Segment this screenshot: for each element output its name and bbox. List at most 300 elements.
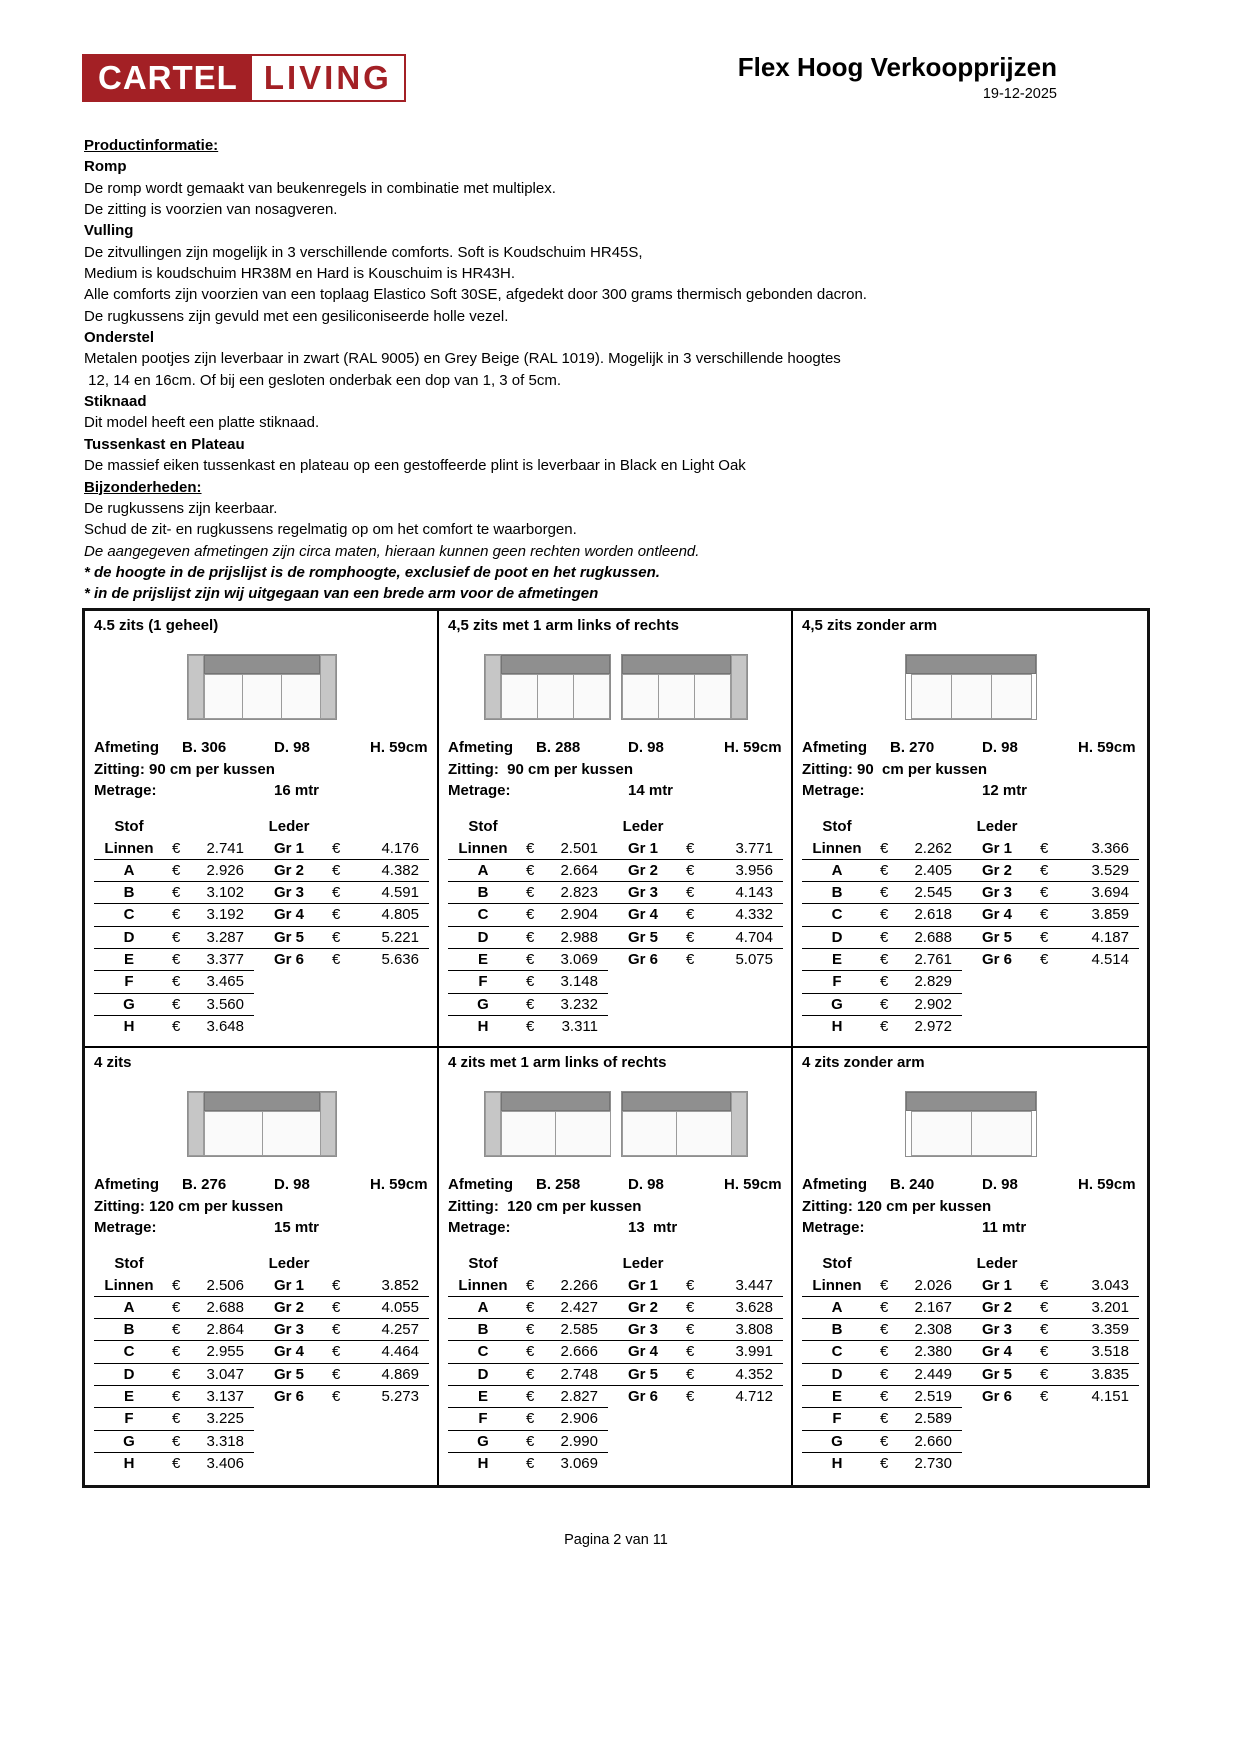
stof-label: F: [832, 1410, 842, 1428]
stof-cells: [802, 927, 962, 948]
stof-cells: [448, 1386, 608, 1408]
stof-label: Linnen: [458, 1276, 508, 1294]
sofa-cushion: [204, 1111, 263, 1156]
breedte-value: B. 258: [536, 1176, 581, 1193]
stof-cells: [448, 860, 608, 881]
price-row: [94, 1297, 429, 1319]
sofa-arm: [188, 1092, 204, 1156]
stof-label: B: [831, 884, 843, 902]
euro-sign: €: [526, 1432, 535, 1450]
euro-sign: €: [172, 973, 181, 991]
stof-cells: [802, 1341, 962, 1362]
stof-price: 3.047: [206, 1365, 244, 1383]
leder-cells: [254, 1341, 429, 1362]
leder-group-label: Gr 1: [273, 1276, 304, 1294]
euro-sign: €: [880, 995, 889, 1013]
price-row: [802, 994, 1139, 1016]
price-row: [802, 1431, 1139, 1453]
leder-group-label: Gr 3: [981, 884, 1012, 902]
leder-price: 3.859: [1091, 906, 1129, 924]
stof-cells: [802, 1275, 962, 1296]
leder-group-label: Gr 6: [981, 950, 1012, 968]
stof-price: 2.585: [560, 1321, 598, 1339]
leder-group-label: Gr 6: [273, 950, 304, 968]
euro-sign: €: [1040, 950, 1049, 968]
euro-sign: €: [880, 1410, 889, 1428]
leder-cells: [608, 1408, 783, 1430]
leder-cells: [962, 1408, 1139, 1430]
price-row: [94, 1275, 429, 1297]
info-line: * de hoogte in de prijslijst is de romphoogte, exclusief de poot en het rugkussen.: [84, 563, 660, 581]
stof-label: D: [831, 928, 843, 946]
sofa-cushion: [971, 1111, 1032, 1156]
leder-price: 3.043: [1091, 1276, 1129, 1294]
info-line: De rugkussens zijn keerbaar.: [84, 499, 278, 517]
panel-title: 4,5 zits zonder arm: [802, 617, 938, 634]
leder-cells: [962, 1297, 1139, 1318]
diepte-value: D. 98: [274, 739, 310, 756]
leder-price: 3.366: [1091, 839, 1129, 857]
leder-group-label: Gr 3: [627, 1321, 658, 1339]
euro-sign: €: [526, 1365, 535, 1383]
stof-price: 2.741: [206, 839, 244, 857]
leder-group-label: Gr 4: [627, 1343, 658, 1361]
price-row: [802, 904, 1139, 926]
leder-cells: [608, 1016, 783, 1038]
euro-sign: €: [332, 861, 341, 879]
stof-cells: [94, 838, 254, 859]
price-row: [94, 882, 429, 904]
leder-price: 3.529: [1091, 861, 1129, 879]
stof-price: 2.266: [560, 1276, 598, 1294]
leder-group-label: Gr 1: [273, 839, 304, 857]
euro-sign: €: [880, 1365, 889, 1383]
sofa-cushions: [622, 1111, 731, 1156]
leder-price: 4.712: [735, 1387, 773, 1405]
leder-price: 5.273: [381, 1387, 419, 1405]
euro-sign: €: [880, 839, 889, 857]
euro-sign: €: [686, 906, 695, 924]
stof-label: C: [477, 906, 489, 924]
sofa-diagram: [187, 1091, 337, 1157]
leder-group-label: Gr 1: [981, 1276, 1012, 1294]
leder-cells: [962, 1386, 1139, 1408]
hoogte-value: H. 59cm: [370, 739, 428, 756]
price-row: [802, 949, 1139, 971]
leder-cells: [962, 1319, 1139, 1340]
panel-title: 4 zits: [94, 1054, 132, 1071]
price-row: [802, 838, 1139, 860]
stof-cells: [448, 1364, 608, 1385]
stof-label: A: [123, 861, 135, 879]
stof-label: H: [477, 1454, 489, 1472]
stof-label: F: [478, 973, 488, 991]
euro-sign: €: [880, 1454, 889, 1472]
sofa-back: [906, 655, 1036, 674]
stof-price: 2.829: [914, 973, 952, 991]
price-row: [448, 927, 783, 949]
euro-sign: €: [1040, 839, 1049, 857]
leder-cells: [608, 1319, 783, 1340]
euro-sign: €: [332, 928, 341, 946]
stof-price: 3.318: [206, 1432, 244, 1450]
stof-label: H: [831, 1454, 843, 1472]
price-row: [448, 994, 783, 1016]
euro-sign: €: [880, 1276, 889, 1294]
sofa-cushion: [281, 674, 321, 719]
leder-group-label: Gr 3: [273, 1321, 304, 1339]
stof-cells: [802, 904, 962, 925]
page-title: Flex Hoog Verkoopprijzen: [737, 52, 1057, 82]
euro-sign: €: [172, 1410, 181, 1428]
stof-label: F: [478, 1410, 488, 1428]
table-header-row: [448, 816, 783, 838]
stof-cells: [94, 927, 254, 948]
stof-cells: [802, 882, 962, 903]
info-line: Medium is koudschuim HR38M en Hard is Kouschuim is HR43H.: [84, 265, 515, 283]
header-spacer: [872, 1253, 962, 1275]
page-date: 19-12-2025: [982, 86, 1057, 102]
price-row: [94, 860, 429, 882]
euro-sign: €: [332, 950, 341, 968]
stof-price: 2.660: [914, 1432, 952, 1450]
stof-cells: [448, 1341, 608, 1362]
euro-sign: €: [880, 861, 889, 879]
price-row: [94, 1431, 429, 1453]
stof-label: G: [477, 995, 489, 1013]
leder-group-label: Gr 4: [981, 906, 1012, 924]
info-line: Alle comforts zijn voorzien van een toplaag Elastico Soft 30SE, afgedekt door 300 grams thermisch gebonden dacron.: [84, 286, 867, 304]
euro-sign: €: [526, 1454, 535, 1472]
leder-group-label: Gr 2: [273, 1298, 304, 1316]
stof-cells: [94, 1408, 254, 1430]
leder-group-label: Gr 2: [981, 861, 1012, 879]
breedte-value: B. 306: [182, 739, 227, 756]
stof-label: G: [477, 1432, 489, 1450]
stof-price: 2.449: [914, 1365, 952, 1383]
leder-price: 4.187: [1091, 928, 1129, 946]
sofa-body: [906, 655, 1036, 719]
leder-price: 4.869: [381, 1365, 419, 1383]
stof-cells: [94, 1386, 254, 1408]
info-line: 12, 14 en 16cm. Of bij een gesloten onderbak een dop van 1, 3 of 5cm.: [84, 371, 561, 389]
leder-price: 3.628: [735, 1298, 773, 1316]
price-row: [802, 860, 1139, 882]
price-grid: [82, 608, 1150, 1488]
breedte-value: B. 288: [536, 739, 581, 756]
price-row: [802, 1408, 1139, 1430]
info-line: Productinformatie:: [84, 137, 219, 154]
stof-label: A: [831, 1298, 843, 1316]
stof-price: 3.069: [560, 950, 598, 968]
stof-price: 2.380: [914, 1343, 952, 1361]
leder-group-label: Gr 1: [627, 839, 658, 857]
stof-label: G: [123, 995, 135, 1013]
leder-price: 3.771: [735, 839, 773, 857]
stof-cells: [94, 1297, 254, 1318]
price-row: [94, 971, 429, 993]
logo-living-text: LIVING: [252, 56, 404, 100]
leder-price: 4.143: [735, 884, 773, 902]
sofa-cushions: [501, 674, 610, 719]
sofa-cushion: [501, 674, 538, 719]
euro-sign: €: [880, 1017, 889, 1035]
leder-cells: [608, 904, 783, 925]
sofa-cushion: [242, 674, 282, 719]
stof-price: 2.748: [560, 1365, 598, 1383]
sofa-arm: [731, 655, 747, 719]
leder-header: Leder: [976, 1254, 1018, 1272]
euro-sign: €: [686, 1387, 695, 1405]
sofa-cushion: [555, 1111, 611, 1156]
sofa-body: [622, 1092, 731, 1156]
price-row: [448, 882, 783, 904]
stof-cells: [94, 860, 254, 881]
euro-sign: €: [526, 928, 535, 946]
header-spacer: [164, 816, 254, 838]
sofa-body: [622, 655, 731, 719]
euro-sign: €: [526, 906, 535, 924]
zitting-line: Zitting: 120 cm per kussen: [448, 1197, 642, 1215]
afmeting-label: Afmeting: [448, 1176, 513, 1193]
leder-cells: [254, 949, 429, 971]
price-row: [448, 1341, 783, 1363]
price-row: [802, 927, 1139, 949]
stof-cells: [448, 1275, 608, 1296]
sofa-cushion: [658, 674, 695, 719]
price-row: [802, 1016, 1139, 1038]
product-info: [84, 135, 1084, 605]
euro-sign: €: [686, 1321, 695, 1339]
sofa-body: [501, 655, 610, 719]
euro-sign: €: [332, 1298, 341, 1316]
info-line: Metalen pootjes zijn leverbaar in zwart (RAL 9005) en Grey Beige (RAL 1019). Mogelijk in 3 verschillende hoogtes: [84, 350, 841, 368]
leder-cells: [254, 904, 429, 925]
header-spacer: [164, 1253, 254, 1275]
euro-sign: €: [172, 1321, 181, 1339]
stof-price: 3.102: [206, 884, 244, 902]
euro-sign: €: [880, 906, 889, 924]
stof-price: 2.906: [560, 1410, 598, 1428]
price-row: [448, 1319, 783, 1341]
metrage-label: Metrage:: [802, 1219, 865, 1236]
sofa-diagram-area: [94, 1074, 429, 1174]
price-table: [802, 816, 1139, 1039]
leder-cells: [608, 949, 783, 971]
stof-price: 2.688: [914, 928, 952, 946]
stof-price: 2.955: [206, 1343, 244, 1361]
sofa-cushion: [262, 1111, 321, 1156]
sofa-arm: [485, 655, 501, 719]
stof-cells: [448, 927, 608, 948]
afmeting-label: Afmeting: [802, 739, 867, 756]
euro-sign: €: [526, 995, 535, 1013]
stof-label: E: [477, 1387, 488, 1405]
stof-price: 3.225: [206, 1410, 244, 1428]
stof-label: D: [123, 1365, 135, 1383]
price-table: [94, 816, 429, 1039]
metrage-line: [94, 780, 429, 802]
euro-sign: €: [686, 884, 695, 902]
price-row: [94, 1386, 429, 1408]
sofa-body: [204, 655, 320, 719]
price-panel: [793, 611, 1147, 1048]
metrage-label: Metrage:: [94, 1219, 157, 1236]
price-panel: [85, 611, 439, 1048]
table-header-row: [94, 816, 429, 838]
leder-price: 3.835: [1091, 1365, 1129, 1383]
metrage-label: Metrage:: [448, 782, 511, 799]
diepte-value: D. 98: [628, 739, 664, 756]
euro-sign: €: [526, 950, 535, 968]
leder-cells: [254, 1319, 429, 1340]
euro-sign: €: [332, 1365, 341, 1383]
stof-cells: [94, 994, 254, 1016]
stof-cells: [448, 971, 608, 993]
sofa-diagram: [905, 1091, 1037, 1157]
afmeting-line: [802, 737, 1139, 759]
stof-cells: [448, 904, 608, 925]
stof-price: 3.232: [560, 995, 598, 1013]
sofa-cushions: [204, 674, 320, 719]
info-line: Onderstel: [84, 329, 155, 347]
leder-group-label: Gr 5: [627, 928, 658, 946]
header-spacer: [872, 816, 962, 838]
euro-sign: €: [526, 1343, 535, 1361]
leder-cells: [608, 1364, 783, 1385]
stof-price: 2.545: [914, 884, 952, 902]
sofa-back: [501, 1092, 610, 1111]
stof-price: 3.311: [561, 1017, 598, 1035]
info-line: De zitting is voorzien van nosagveren.: [84, 201, 338, 219]
price-row: [802, 1319, 1139, 1341]
leder-price: 4.352: [735, 1365, 773, 1383]
afmeting-label: Afmeting: [94, 1176, 159, 1193]
stof-price: 2.902: [914, 995, 952, 1013]
stof-cells: [802, 838, 962, 859]
stof-label: F: [124, 1410, 134, 1428]
stof-cells: [94, 1275, 254, 1296]
afmeting-line: [94, 737, 429, 759]
stof-price: 2.904: [560, 906, 598, 924]
leder-group-label: Gr 2: [273, 861, 304, 879]
leder-price: 3.518: [1091, 1343, 1129, 1361]
stof-label: C: [831, 906, 843, 924]
company-logo: [82, 54, 406, 102]
sofa-cushion: [573, 674, 610, 719]
stof-label: B: [123, 884, 135, 902]
header-spacer: [518, 816, 608, 838]
stof-label: H: [123, 1017, 135, 1035]
euro-sign: €: [1040, 928, 1049, 946]
leder-price: 3.359: [1091, 1321, 1129, 1339]
sofa-cushions: [622, 674, 731, 719]
sofa-body: [204, 1092, 320, 1156]
sofa-arm: [731, 1092, 747, 1156]
euro-sign: €: [880, 928, 889, 946]
price-row: [94, 1364, 429, 1386]
euro-sign: €: [880, 1432, 889, 1450]
leder-price: 4.257: [381, 1321, 419, 1339]
stof-cells: [802, 1453, 962, 1475]
info-line: De romp wordt gemaakt van beukenregels in combinatie met multiplex.: [84, 179, 556, 197]
stof-cells: [94, 1016, 254, 1038]
euro-sign: €: [686, 928, 695, 946]
info-line: De massief eiken tussenkast en plateau op een gestoffeerde plint is leverbaar in Black en Light Oak: [84, 457, 746, 475]
sofa-cushion: [951, 674, 992, 719]
leder-cells: [962, 1016, 1139, 1038]
info-line: De zitvullingen zijn mogelijk in 3 verschillende comforts. Soft is Koudschuim HR45S,: [84, 243, 643, 261]
stof-label: B: [477, 1321, 489, 1339]
leder-group-label: Gr 5: [273, 928, 304, 946]
metrage-line: [448, 1217, 783, 1239]
leder-header: Leder: [976, 817, 1018, 835]
zitting-line: Zitting: 90 cm per kussen: [448, 760, 634, 778]
leder-group-label: Gr 4: [273, 906, 304, 924]
leder-cells: [254, 994, 429, 1016]
euro-sign: €: [880, 973, 889, 991]
stof-price: 2.589: [914, 1410, 952, 1428]
sofa-cushions: [204, 1111, 320, 1156]
stof-price: 3.560: [206, 995, 244, 1013]
euro-sign: €: [686, 1276, 695, 1294]
info-line: De rugkussens zijn gevuld met een gesiliconiseerde holle vezel.: [84, 307, 509, 325]
info-line: Bijzonderheden:: [84, 478, 202, 496]
euro-sign: €: [526, 1387, 535, 1405]
stof-price: 2.427: [560, 1298, 598, 1316]
price-row: [448, 1016, 783, 1038]
euro-sign: €: [1040, 1298, 1049, 1316]
leder-cells: [254, 1297, 429, 1318]
stof-cells: [448, 1319, 608, 1340]
euro-sign: €: [172, 1454, 181, 1472]
sofa-back: [622, 655, 731, 674]
stof-price: 2.761: [914, 950, 952, 968]
leder-group-label: Gr 5: [981, 1365, 1012, 1383]
leder-group-label: Gr 6: [627, 950, 658, 968]
leder-cells: [962, 860, 1139, 881]
leder-cells: [254, 1431, 429, 1453]
logo-cartel-text: CARTEL: [84, 56, 252, 100]
stof-label: C: [477, 1343, 489, 1361]
leder-cells: [608, 971, 783, 993]
zitting-line: Zitting: 120 cm per kussen: [802, 1197, 992, 1215]
title-block: [738, 52, 1057, 102]
leder-price: 3.808: [735, 1321, 773, 1339]
euro-sign: €: [526, 1017, 535, 1035]
stof-price: 3.137: [206, 1387, 244, 1405]
stof-cells: [94, 971, 254, 993]
sofa-arm: [320, 655, 336, 719]
sofa-diagram: [187, 654, 337, 720]
stof-label: H: [831, 1017, 843, 1035]
diepte-value: D. 98: [982, 739, 1018, 756]
stof-cells: [94, 1341, 254, 1362]
leder-price: 4.176: [381, 839, 419, 857]
stof-cells: [94, 1319, 254, 1340]
stof-label: B: [477, 884, 489, 902]
sofa-cushion: [537, 674, 574, 719]
afmeting-line: [94, 1174, 429, 1196]
sofa-diagram-area: [448, 1074, 783, 1174]
zitting-line: Zitting: 90 cm per kussen: [802, 760, 988, 778]
euro-sign: €: [172, 1298, 181, 1316]
breedte-value: B. 240: [890, 1176, 935, 1193]
leder-group-label: Gr 5: [627, 1365, 658, 1383]
euro-sign: €: [880, 1387, 889, 1405]
info-line: Tussenkast en Plateau: [84, 435, 245, 453]
leder-cells: [962, 994, 1139, 1016]
